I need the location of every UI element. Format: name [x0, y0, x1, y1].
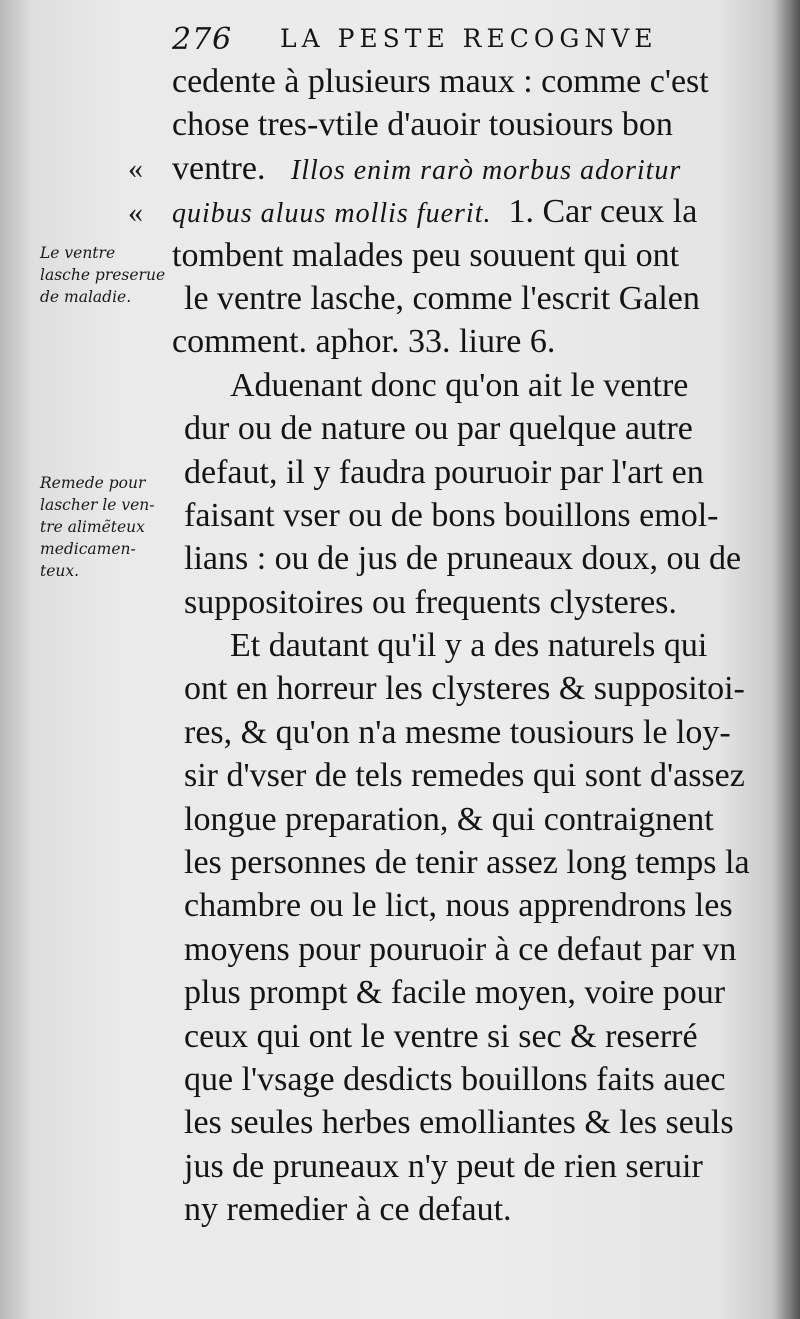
text-line: moyens pour pouruoir à ce defaut par vn	[184, 930, 737, 968]
margin-note-line: Remede pour	[40, 474, 146, 492]
latin-quotation: quibus aluus mollis fuerit.	[172, 198, 492, 230]
page-header	[172, 18, 732, 66]
text-line: comment. aphor. 33. liure 6.	[172, 323, 556, 361]
text-line: chambre ou le lict, nous apprendrons les	[184, 887, 733, 925]
text-line: longue preparation, & qui contraignent	[184, 800, 714, 838]
body-text	[172, 60, 748, 1232]
text-line: defaut, il y faudra pouruoir par l'art en	[184, 453, 704, 491]
text-line: dur ou de nature ou par quelque autre	[184, 410, 693, 448]
margin-note-line: de maladie.	[40, 288, 132, 306]
text-span: ventre.	[172, 149, 266, 187]
text-line	[172, 147, 748, 190]
text-line: tombent malades peu souuent qui ont	[172, 236, 680, 274]
latin-quotation: Illos enim rarò morbus adoritur	[290, 154, 682, 186]
text-line: jus de pruneaux n'y peut de rien seruir	[184, 1147, 703, 1185]
page-gutter-shadow	[772, 0, 800, 1319]
quotation-mark: «	[128, 196, 143, 229]
paragraph-start-line: Et dautant qu'il y a des naturels qui	[230, 627, 708, 665]
text-line: res, & qu'on n'a mesme tousiours le loy-	[184, 713, 731, 751]
text-line: ont en horreur les clysteres & suppositoi-	[184, 670, 745, 708]
margin-note-line: medicamen-	[40, 540, 136, 558]
text-line: que l'vsage desdicts bouillons faits auec	[184, 1060, 726, 1098]
quotation-mark: «	[128, 152, 143, 185]
margin-note-line: Le ventre	[40, 244, 116, 262]
text-line: cedente à plusieurs maux : comme c'est	[172, 63, 709, 100]
text-line: plus prompt & facile moyen, voire pour	[184, 974, 726, 1012]
running-head: LA PESTE RECOGNVE	[280, 24, 658, 53]
text-line: les seules herbes emolliantes & les seuls	[184, 1104, 734, 1142]
page-number: 276	[172, 22, 233, 57]
text-line: chose tres-vtile d'auoir tousiours bon	[172, 106, 673, 144]
text-line: faisant vser ou de bons bouillons emol-	[184, 496, 719, 534]
margin-note-ventre	[40, 242, 178, 308]
margin-note-line: tre alimẽteux	[40, 518, 145, 536]
text-line: ceux qui ont le ventre si sec & reserré	[184, 1017, 698, 1055]
margin-note-line: lascher le ven-	[40, 496, 155, 514]
text-line: ny remedier à ce defaut.	[184, 1191, 512, 1229]
text-span: 1. Car ceux la	[508, 193, 698, 231]
text-line: sir d'vser de tels remedes qui sont d'assez	[184, 757, 745, 795]
text-line: suppositoires ou frequents clysteres.	[184, 583, 677, 621]
text-line: le ventre lasche, comme l'escrit Galen	[184, 279, 700, 317]
margin-note-remede	[40, 472, 178, 582]
margin-note-line: lasche preserue	[40, 266, 166, 284]
paragraph-start-line: Aduenant donc qu'on ait le ventre	[230, 366, 689, 404]
text-line: les personnes de tenir assez long temps la	[184, 844, 750, 882]
margin-note-line: teux.	[40, 562, 80, 580]
text-line: lians : ou de jus de pruneaux doux, ou de	[184, 540, 742, 578]
text-line	[172, 190, 748, 233]
